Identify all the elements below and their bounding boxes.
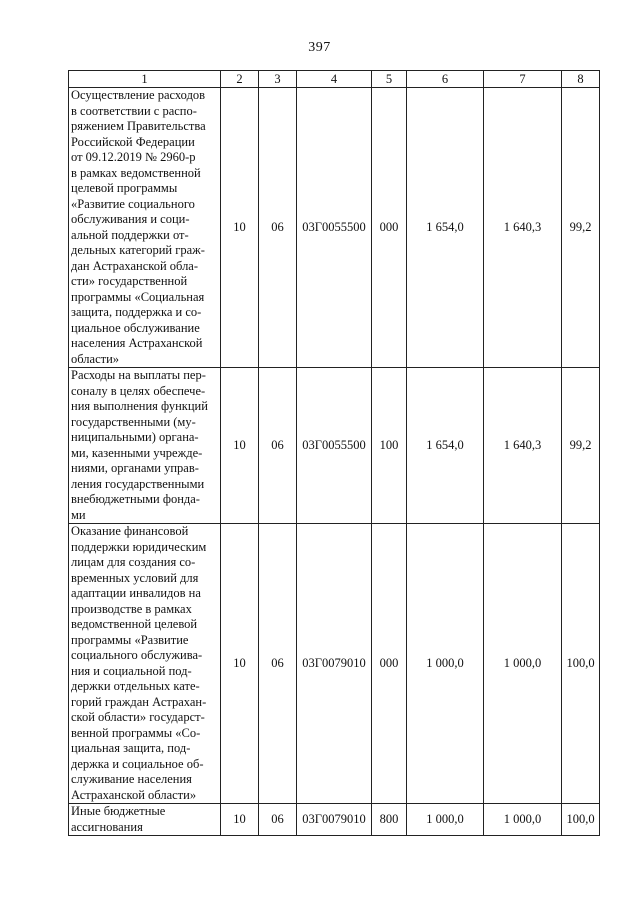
table-row — [69, 88, 600, 368]
cell-c7: 1 640,3 — [484, 88, 562, 368]
header-cell: 4 — [297, 71, 372, 88]
header-cell: 2 — [221, 71, 259, 88]
cell-c3: 06 — [259, 804, 297, 836]
table-row — [69, 524, 600, 804]
cell-c2: 10 — [221, 368, 259, 524]
description-line: держка и социальное об- — [71, 756, 204, 771]
description-line: лицам для создания со- — [71, 555, 196, 569]
table-body — [69, 88, 600, 836]
cell-c5: 000 — [372, 88, 407, 368]
cell-c5: 100 — [372, 368, 407, 524]
cell-c2: 10 — [221, 88, 259, 368]
description-line: социального обслужива- — [71, 648, 203, 662]
description-line: ниями, органами управ- — [71, 461, 199, 475]
cell-c5: 800 — [372, 804, 407, 836]
cell-c8: 99,2 — [562, 368, 600, 524]
cell-c7: 1 000,0 — [484, 524, 562, 804]
description-line: ния выполнения функций — [71, 399, 208, 413]
table-row — [69, 368, 600, 524]
description-line: в рамках ведомственной — [71, 165, 201, 180]
header-row — [69, 71, 600, 88]
cell-c2: 10 — [221, 804, 259, 836]
description-line: циальная защита, под- — [71, 741, 191, 755]
cell-c8: 100,0 — [562, 524, 600, 804]
description-line: держки отдельных кате- — [71, 679, 200, 693]
table-row — [69, 804, 600, 836]
row-description — [69, 804, 221, 836]
header-cell: 8 — [562, 71, 600, 88]
description-line: Оказание финансовой — [71, 524, 189, 538]
cell-c6: 1 654,0 — [407, 368, 484, 524]
cell-c2: 10 — [221, 524, 259, 804]
row-description — [69, 88, 221, 368]
description-line: производстве в рамках — [71, 601, 192, 616]
description-line: дан Астраханской обла- — [71, 258, 199, 273]
row-description — [69, 368, 221, 524]
cell-c4: 03Г0055500 — [297, 88, 372, 368]
header-cell: 5 — [372, 71, 407, 88]
cell-c7: 1 640,3 — [484, 368, 562, 524]
page-number: 397 — [308, 40, 331, 55]
description-line: Расходы на выплаты пер- — [71, 368, 206, 382]
description-line: ния и социальной под- — [71, 663, 192, 678]
description-line: венной программы «Со- — [71, 725, 201, 740]
description-line: Иные бюджетные — [71, 804, 166, 818]
description-line: от 09.12.2019 № 2960-р — [71, 150, 196, 164]
description-line: Осуществление расходов — [71, 88, 206, 102]
cell-c3: 06 — [259, 368, 297, 524]
description-line: ми — [71, 507, 86, 522]
description-line: поддержки юридическим — [71, 539, 207, 554]
cell-c8: 99,2 — [562, 88, 600, 368]
cell-c8: 100,0 — [562, 804, 600, 836]
cell-c3: 06 — [259, 524, 297, 804]
description-line: Астраханской области» — [71, 787, 197, 802]
cell-c4: 03Г0079010 — [297, 804, 372, 836]
description-line: Российской Федерации — [71, 134, 195, 149]
description-line: программы «Социальная — [71, 289, 205, 304]
description-line: защита, поддержка и со- — [71, 305, 202, 319]
header-cell: 1 — [69, 71, 221, 88]
description-line: ниципальными) органа- — [71, 430, 199, 444]
description-line: целевой программы — [71, 181, 178, 195]
description-line: временных условий для — [71, 570, 199, 585]
cell-c6: 1 654,0 — [407, 88, 484, 368]
header-cell: 3 — [259, 71, 297, 88]
description-line: служивание населения — [71, 772, 192, 786]
row-description — [69, 524, 221, 804]
description-line: ведомственной целевой — [71, 617, 198, 631]
description-line: циальное обслуживание — [71, 320, 200, 335]
header-cell: 6 — [407, 71, 484, 88]
budget-table — [68, 70, 600, 836]
cell-c4: 03Г0055500 — [297, 368, 372, 524]
description-line: соналу в целях обеспече- — [71, 383, 206, 398]
description-line: государственными (му- — [71, 414, 196, 429]
description-line: внебюджетными фонда- — [71, 492, 200, 506]
description-line: ления государственными — [71, 476, 205, 491]
description-line: сти» государственной — [71, 274, 188, 288]
description-line: ской области» государст- — [71, 710, 205, 724]
cell-c7: 1 000,0 — [484, 804, 562, 836]
cell-c6: 1 000,0 — [407, 524, 484, 804]
description-line: «Развитие социального — [71, 196, 195, 211]
description-line: населения Астраханской — [71, 336, 203, 350]
description-line: области» — [71, 351, 120, 366]
cell-c5: 000 — [372, 524, 407, 804]
cell-c4: 03Г0079010 — [297, 524, 372, 804]
cell-c3: 06 — [259, 88, 297, 368]
description-line: ряжением Правительства — [71, 119, 206, 133]
header-cell: 7 — [484, 71, 562, 88]
description-line: обслуживания и соци- — [71, 212, 190, 226]
description-line: ми, казенными учрежде- — [71, 445, 203, 460]
description-line: альной поддержки от- — [71, 227, 189, 242]
description-line: горий граждан Астрахан- — [71, 694, 207, 709]
cell-c6: 1 000,0 — [407, 804, 484, 836]
description-line: дельных категорий граж- — [71, 243, 205, 257]
description-line: адаптации инвалидов на — [71, 586, 201, 600]
description-line: в соответствии с распо- — [71, 103, 197, 118]
description-line: ассигнования — [71, 819, 143, 834]
description-line: программы «Развитие — [71, 632, 189, 647]
